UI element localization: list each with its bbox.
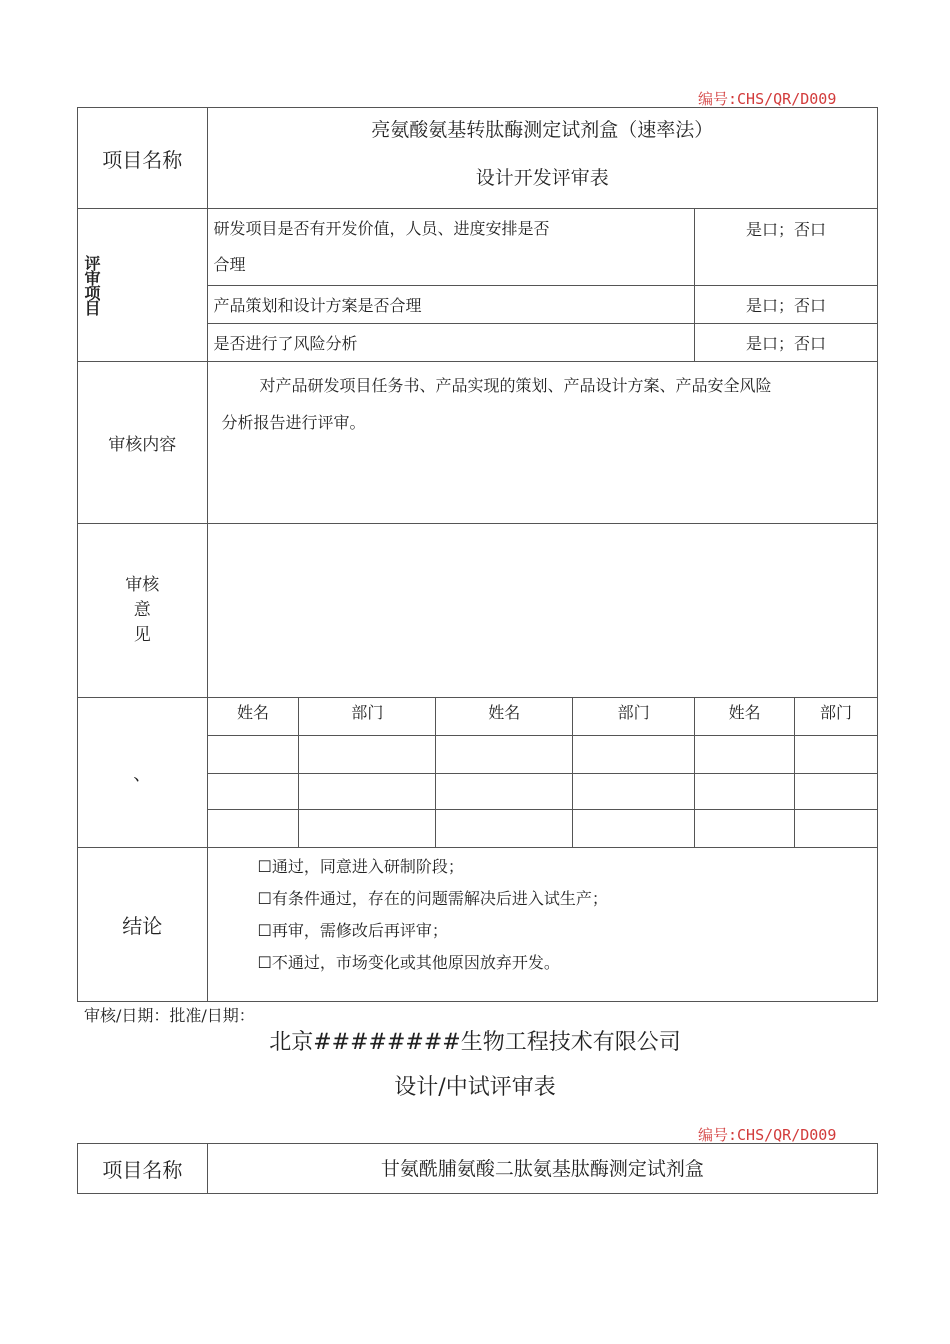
audit-content (207, 362, 878, 524)
audit-content-label: 审核内容 (78, 362, 208, 524)
audit-opinion-label-1: 审核 (125, 575, 160, 595)
conclusion-option-reject[interactable]: ☐不通过，市场变化或其他原因放弃开发。 (257, 953, 560, 972)
participant-cell[interactable] (795, 774, 878, 810)
review-item-1-answer[interactable]: 是口；否口 (695, 209, 878, 286)
col-header-dept-1: 部门 (299, 698, 436, 736)
audit-opinion-field[interactable] (207, 524, 878, 698)
form-title: 设计开发评审表 (475, 167, 609, 189)
participant-cell[interactable] (695, 810, 795, 848)
participant-cell[interactable] (795, 810, 878, 848)
participant-cell[interactable] (795, 736, 878, 774)
review-item-2-answer[interactable]: 是口；否口 (695, 286, 878, 324)
form2-table (77, 1143, 878, 1194)
conclusion-label: 结论 (78, 848, 208, 1002)
audit-opinion-label (78, 524, 208, 698)
conclusion-option-re-review[interactable]: ☐再审，需修改后再评审； (257, 921, 448, 940)
participant-cell[interactable] (207, 774, 299, 810)
col-header-name-3: 姓名 (695, 698, 795, 736)
form2-project-name: 甘氨酰脯氨酸二肽氨基肽酶测定试剂盒 (207, 1144, 877, 1194)
audit-content-line2: 分析报告进行评审。 (221, 413, 366, 432)
participant-cell[interactable] (299, 774, 436, 810)
conclusion-options (207, 848, 878, 1002)
company-name: 北京########生物工程技术有限公司 (269, 1030, 681, 1055)
project-title-cell (207, 108, 878, 209)
conclusion-option-conditional[interactable]: ☐有条件通过，存在的问题需解决后进入试生产； (257, 889, 608, 908)
project-title: 亮氨酸氨基转肽酶测定试剂盒（速率法） (371, 119, 714, 141)
audit-content-line1: 对产品研发项目任务书、产品实现的策划、产品设计方案、产品安全风险 (259, 376, 772, 395)
participant-cell[interactable] (436, 736, 573, 774)
review-item-1-line1: 研发项目是否有开发价值，人员、进度安排是否 (213, 219, 550, 238)
review-form-table (77, 107, 878, 1002)
document-code: 编号:CHS/QR/D009 (698, 90, 837, 108)
review-item-1 (207, 209, 695, 286)
review-items-label: 评审项目 (82, 255, 101, 315)
conclusion-option-pass[interactable]: ☐通过，同意进入研制阶段； (257, 857, 464, 876)
participant-cell[interactable] (695, 774, 795, 810)
participant-cell[interactable] (573, 774, 695, 810)
participant-cell[interactable] (436, 810, 573, 848)
audit-opinion-label-3: 见 (133, 625, 151, 645)
review-item-3-answer[interactable]: 是口；否口 (695, 324, 878, 362)
participant-cell[interactable] (207, 736, 299, 774)
participants-label: 、 (78, 698, 208, 848)
col-header-dept-2: 部门 (573, 698, 695, 736)
form2-project-label: 项目名称 (78, 1144, 208, 1194)
col-header-dept-3: 部门 (795, 698, 878, 736)
participant-cell[interactable] (436, 774, 573, 810)
audit-opinion-label-2: 意 (133, 600, 151, 620)
participant-cell[interactable] (573, 736, 695, 774)
project-name-label: 项目名称 (78, 108, 208, 209)
participant-cell[interactable] (207, 810, 299, 848)
participant-cell[interactable] (299, 810, 436, 848)
review-item-2: 产品策划和设计方案是否合理 (207, 286, 695, 324)
review-item-1-line2: 合理 (213, 255, 246, 274)
participant-cell[interactable] (695, 736, 795, 774)
form2-document-code: 编号:CHS/QR/D009 (698, 1126, 837, 1144)
form2-title: 设计/中试评审表 (394, 1075, 556, 1100)
col-header-name-1: 姓名 (207, 698, 299, 736)
signature-footer: 审核/日期：批准/日期： (84, 1006, 255, 1025)
review-item-3: 是否进行了风险分析 (207, 324, 695, 362)
participant-cell[interactable] (573, 810, 695, 848)
review-items-label-cell (78, 209, 208, 362)
col-header-name-2: 姓名 (436, 698, 573, 736)
participant-cell[interactable] (299, 736, 436, 774)
